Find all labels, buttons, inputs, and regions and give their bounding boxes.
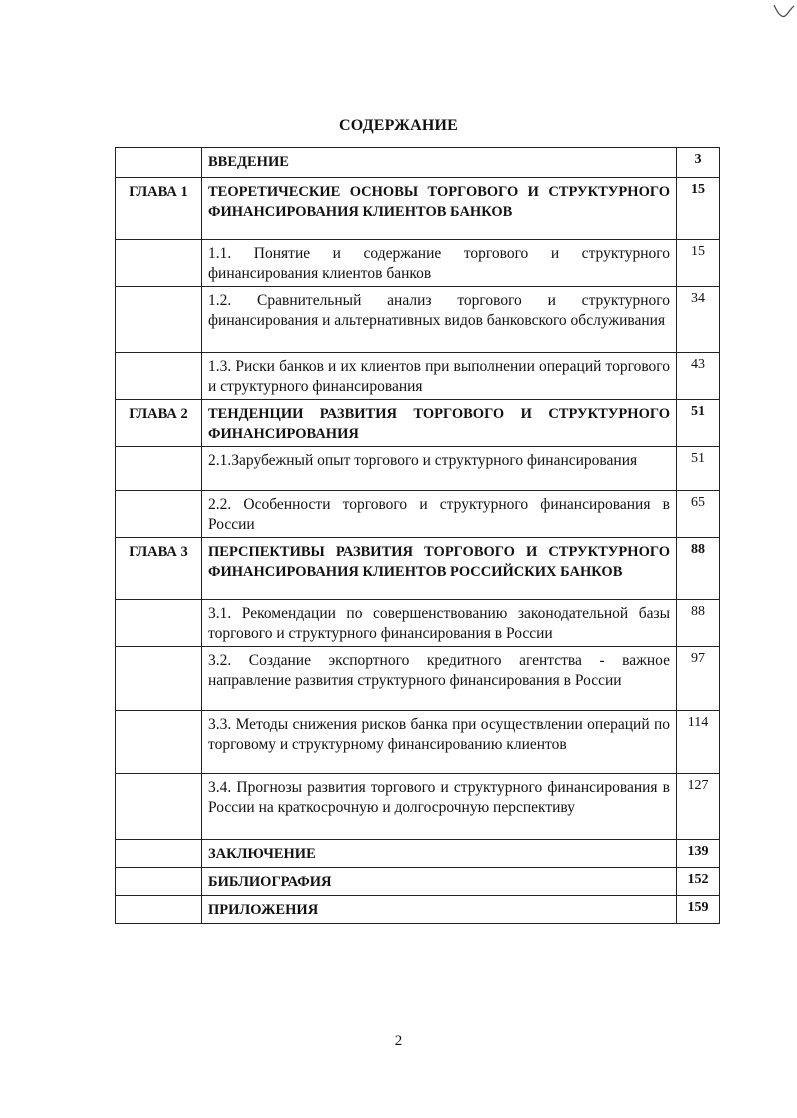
toc-page: 97 <box>677 647 720 711</box>
toc-chapter <box>116 447 202 491</box>
toc-chapter <box>116 896 202 924</box>
table-of-contents <box>115 147 720 924</box>
toc-page: 15 <box>677 178 720 240</box>
toc-chapter: ГЛАВА 1 <box>116 178 202 240</box>
toc-page: 65 <box>677 491 720 538</box>
toc-chapter <box>116 600 202 647</box>
toc-page: 15 <box>677 240 720 287</box>
toc-entry: ТЕНДЕНЦИИ РАЗВИТИЯ ТОРГОВОГО И СТРУКТУРНОГО ФИНАНСИРОВАНИЯ <box>202 400 677 447</box>
toc-entry: ВВЕДЕНИЕ <box>202 148 677 178</box>
toc-chapter <box>116 840 202 868</box>
toc-chapter <box>116 774 202 840</box>
toc-chapter <box>116 711 202 774</box>
toc-entry: 3.2. Создание экспортного кредитного агентства - важное направление развития структурного финансирования в России <box>202 647 677 711</box>
toc-page: 51 <box>677 447 720 491</box>
toc-row <box>116 148 720 178</box>
toc-row <box>116 774 720 840</box>
toc-row <box>116 600 720 647</box>
toc-page: 3 <box>677 148 720 178</box>
toc-row <box>116 647 720 711</box>
pen-mark-icon <box>772 2 796 20</box>
toc-entry: 2.1.Зарубежный опыт торгового и структурного финансирования <box>202 447 677 491</box>
toc-row <box>116 287 720 353</box>
toc-row <box>116 491 720 538</box>
toc-entry: 1.3. Риски банков и их клиентов при выполнении операций торгового и структурного финансирования <box>202 353 677 400</box>
toc-chapter <box>116 647 202 711</box>
toc-entry: БИБЛИОГРАФИЯ <box>202 868 677 896</box>
toc-page: 152 <box>677 868 720 896</box>
toc-page: 114 <box>677 711 720 774</box>
toc-row <box>116 353 720 400</box>
toc-page: 51 <box>677 400 720 447</box>
toc-page: 127 <box>677 774 720 840</box>
toc-chapter <box>116 491 202 538</box>
toc-entry: ТЕОРЕТИЧЕСКИЕ ОСНОВЫ ТОРГОВОГО И СТРУКТУРНОГО ФИНАНСИРОВАНИЯ КЛИЕНТОВ БАНКОВ <box>202 178 677 240</box>
toc-row <box>116 711 720 774</box>
toc-chapter: ГЛАВА 2 <box>116 400 202 447</box>
toc-entry: ПЕРСПЕКТИВЫ РАЗВИТИЯ ТОРГОВОГО И СТРУКТУРНОГО ФИНАНСИРОВАНИЯ КЛИЕНТОВ РОССИЙСКИХ БАНКОВ <box>202 538 677 600</box>
toc-entry: 1.1. Понятие и содержание торгового и структурного финансирования клиентов банков <box>202 240 677 287</box>
toc-entry: ЗАКЛЮЧЕНИЕ <box>202 840 677 868</box>
toc-entry: 3.4. Прогнозы развития торгового и структурного финансирования в России на краткосрочную и долгосрочную перспективу <box>202 774 677 840</box>
toc-entry: 2.2. Особенности торгового и структурного финансирования в России <box>202 491 677 538</box>
toc-chapter <box>116 148 202 178</box>
toc-page: 34 <box>677 287 720 353</box>
toc-entry: 1.2. Сравнительный анализ торгового и структурного финансирования и альтернативных видов банковского обслуживания <box>202 287 677 353</box>
toc-chapter <box>116 287 202 353</box>
toc-entry: 3.1. Рекомендации по совершенствованию законодательной базы торгового и структурного финансирования в России <box>202 600 677 647</box>
page-title: СОДЕРЖАНИЕ <box>338 117 459 134</box>
toc-chapter <box>116 353 202 400</box>
toc-row <box>116 840 720 868</box>
toc-row <box>116 868 720 896</box>
toc-page: 43 <box>677 353 720 400</box>
toc-chapter <box>116 240 202 287</box>
toc-page: 88 <box>677 600 720 647</box>
toc-chapter: ГЛАВА 3 <box>116 538 202 600</box>
toc-page: 159 <box>677 896 720 924</box>
toc-row <box>116 400 720 447</box>
toc-row <box>116 178 720 240</box>
toc-page: 139 <box>677 840 720 868</box>
toc-row <box>116 240 720 287</box>
toc-row <box>116 538 720 600</box>
toc-page: 88 <box>677 538 720 600</box>
toc-entry: ПРИЛОЖЕНИЯ <box>202 896 677 924</box>
page-number: 2 <box>394 1033 403 1049</box>
toc-chapter <box>116 868 202 896</box>
toc-entry: 3.3. Методы снижения рисков банка при осуществлении операций по торговому и структурному финансированию клиентов <box>202 711 677 774</box>
toc-row <box>116 447 720 491</box>
toc-row <box>116 896 720 924</box>
